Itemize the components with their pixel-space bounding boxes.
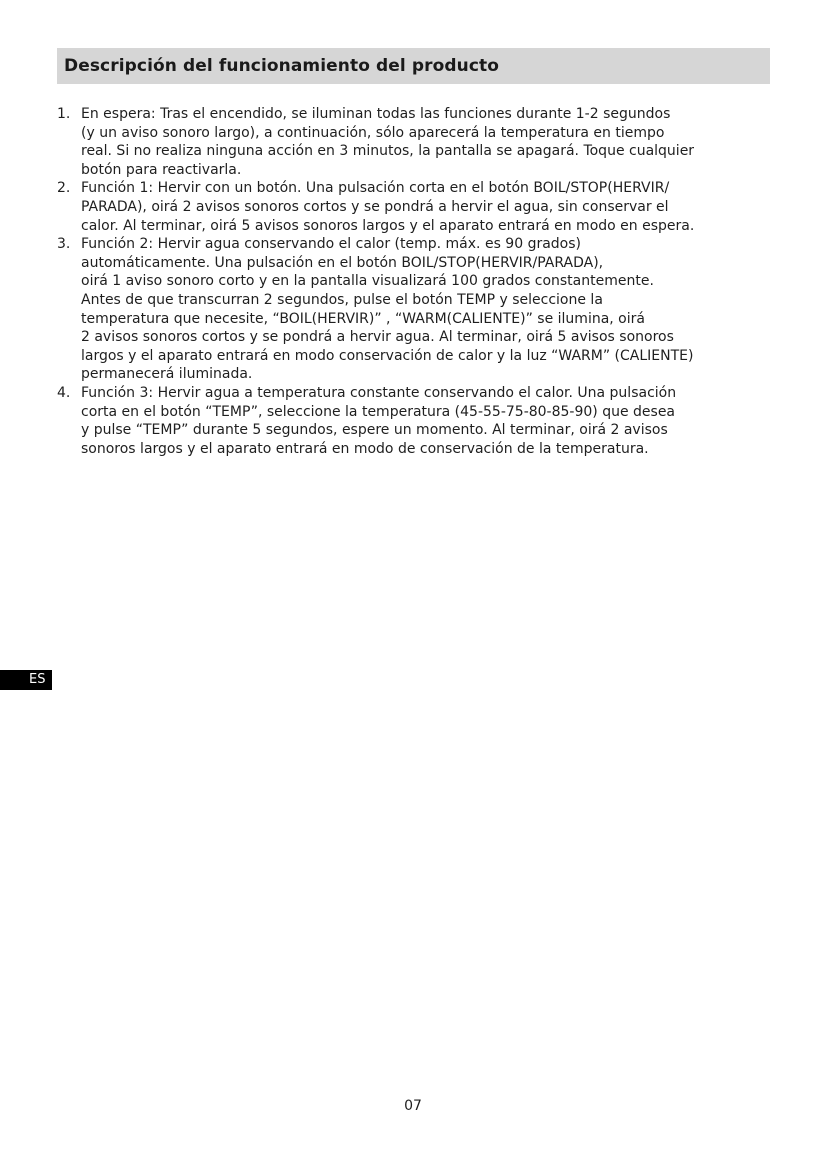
step-number: 2. <box>57 180 71 197</box>
step-number: 4. <box>57 384 71 401</box>
step-line: (y un aviso sonoro largo), a continuación, sólo aparecerá la temperatura en tiempo <box>81 124 665 141</box>
step-line: Función 3: Hervir agua a temperatura constante conservando el calor. Una pulsación <box>81 384 677 401</box>
step-line: botón para reactivarla. <box>81 161 242 178</box>
step-line: PARADA), oirá 2 avisos sonoros cortos y se pondrá a hervir el agua, sin conservar el <box>81 198 669 215</box>
step-line: temperatura que necesite, “BOIL(HERVIR)” , “WARM(CALIENTE)” se ilumina, oirá <box>81 310 645 327</box>
step-line: Antes de que transcurran 2 segundos, pulse el botón TEMP y seleccione la <box>81 291 603 308</box>
step-line: largos y el aparato entrará en modo conservación de calor y la luz “WARM” (CALIENTE) <box>81 347 694 364</box>
step-line: permanecerá iluminada. <box>81 366 253 383</box>
list-item <box>57 105 773 179</box>
list-item <box>57 235 773 384</box>
section-header <box>57 48 770 84</box>
step-line: Función 1: Hervir con un botón. Una pulsación corta en el botón BOIL/STOP(HERVIR/ <box>81 180 670 197</box>
step-line: calor. Al terminar, oirá 5 avisos sonoros largos y el aparato entrará en modo en espera. <box>81 217 695 234</box>
section-title: Descripción del funcionamiento del producto <box>64 56 500 76</box>
step-line: real. Si no realiza ninguna acción en 3 minutos, la pantalla se apagará. Toque cualquier <box>81 143 695 160</box>
step-line: Función 2: Hervir agua conservando el calor (temp. máx. es 90 grados) <box>81 236 582 253</box>
step-line: sonoros largos y el aparato entrará en modo de conservación de la temperatura. <box>81 440 649 457</box>
step-number: 3. <box>57 236 71 253</box>
language-tab: ES <box>0 670 52 690</box>
page-number: 07 <box>404 1098 422 1114</box>
step-line: automáticamente. Una pulsación en el botón BOIL/STOP(HERVIR/PARADA), <box>81 254 604 271</box>
list-item <box>57 179 773 235</box>
step-number: 1. <box>57 106 71 122</box>
step-line: En espera: Tras el encendido, se iluminan todas las funciones durante 1-2 segundos <box>81 106 671 122</box>
step-line: 2 avisos sonoros cortos y se pondrá a hervir agua. Al terminar, oirá 5 avisos sonoros <box>81 329 674 346</box>
step-line: corta en el botón “TEMP”, seleccione la temperatura (45-55-75-80-85-90) que desea <box>81 403 676 420</box>
step-line: oirá 1 aviso sonoro corto y en la pantalla visualizará 100 grados constantemente. <box>81 273 654 290</box>
step-line: y pulse “TEMP” durante 5 segundos, espere un momento. Al terminar, oirá 2 avisos <box>81 422 668 439</box>
list-item <box>57 384 773 458</box>
instruction-list <box>57 105 773 458</box>
